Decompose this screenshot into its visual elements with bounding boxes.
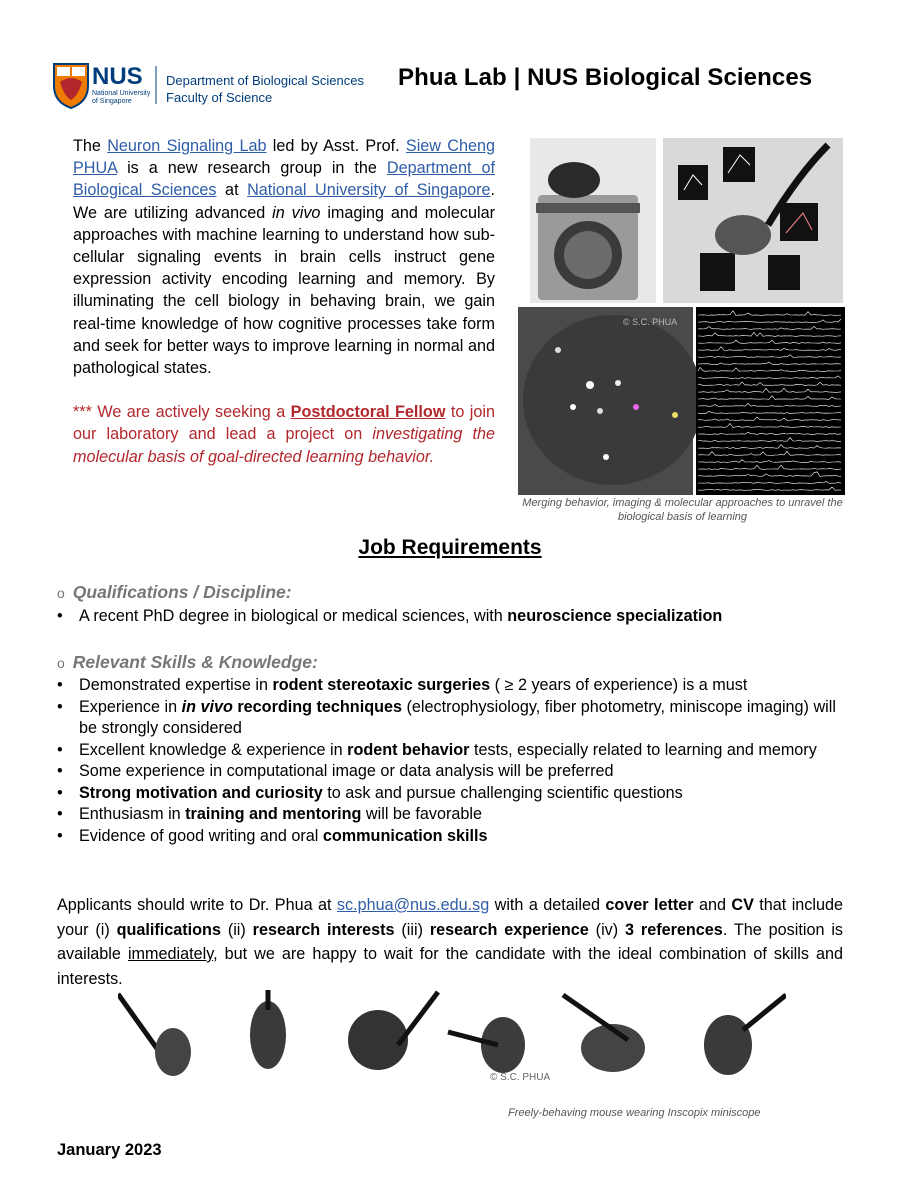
text: *** We are actively seeking a — [73, 403, 291, 422]
university-link[interactable]: National University of Singapore — [247, 181, 491, 200]
heading-text: Job Requirements — [358, 536, 542, 559]
research-image-collage — [518, 135, 845, 495]
text: ( ≥ 2 years of experience) is a must — [490, 676, 748, 694]
list-item — [57, 826, 857, 848]
text: Evidence of good writing and oral — [79, 826, 323, 845]
in-vivo-italic: in vivo — [272, 203, 321, 222]
bold-text: Strong motivation and curiosity — [79, 783, 323, 802]
text: will be favorable — [361, 805, 483, 823]
bold-text: research experience — [429, 920, 589, 939]
text: with a detailed — [489, 896, 606, 914]
text: imaging and molecular approaches with machine learning to understand how sub-cellular signaling events in brain cells instruct gene expression activity encoding learning and memory. By illuminating the cell biology in behaving brain, we gain real-time knowledge of how cognitive processes take form and seek for better ways to improve learning in normal and pathological states. — [73, 203, 495, 378]
text: (iv) — [588, 920, 626, 939]
list-item — [57, 804, 857, 826]
bold-italic-text: in vivo — [181, 697, 233, 716]
text: Applicants should write to Dr. Phua at — [57, 896, 337, 914]
text: is a new research group in the — [117, 159, 387, 178]
bold-text: cover letter — [605, 896, 694, 914]
text: and — [693, 896, 732, 914]
nus-logo — [52, 60, 382, 110]
qualifications-heading — [57, 582, 292, 603]
page-title: Phua Lab | NUS Biological Sciences — [398, 64, 813, 91]
bold-text: qualifications — [116, 920, 221, 939]
bold-text: research interests — [252, 920, 395, 939]
text: Some experience in computational image or data analysis will be preferred — [79, 762, 614, 780]
project-italic: investigating the molecular basis of goal-directed learning behavior. — [73, 425, 495, 466]
bold-text: rodent behavior — [347, 740, 470, 759]
text: Excellent knowledge & experience in — [79, 740, 348, 759]
bold-text: training and mentoring — [185, 805, 362, 823]
text: , but we are happy to wait for the candidate with the ideal combination of skills and interests. — [57, 945, 843, 988]
list-item — [57, 761, 857, 783]
department-link[interactable]: Department of Biological Sciences — [73, 159, 495, 200]
neuron-signaling-lab-link[interactable]: Neuron Signaling Lab — [107, 137, 267, 155]
text: A recent PhD degree in biological or medical sciences, with — [79, 607, 508, 625]
mice-caption: Freely-behaving mouse wearing Inscopix miniscope — [508, 1107, 761, 1119]
list-item — [57, 675, 857, 697]
logo-sub2: of Singapore — [92, 98, 132, 105]
email-link[interactable]: sc.phua@nus.edu.sg — [336, 896, 490, 914]
job-requirements-heading — [0, 536, 900, 560]
qualifications-list — [57, 606, 857, 628]
text: to ask and pursue challenging scientific questions — [322, 783, 683, 802]
circle-bullet-icon: o — [57, 585, 65, 601]
dept-line1: Department of Biological Sciences — [166, 73, 364, 88]
text: . The position is available — [57, 920, 844, 963]
text: at — [216, 181, 248, 200]
bold-text: recording techniques — [232, 697, 402, 716]
mouse-photo-5 — [563, 995, 645, 1072]
circle-bullet-icon: o — [57, 655, 65, 671]
bold-text: neuroscience specialization — [507, 607, 723, 625]
date-footer: January 2023 — [57, 1141, 162, 1159]
mice-copyright: © S.C. PHUA — [490, 1072, 551, 1082]
logo-sub1: National University — [92, 90, 151, 97]
postdoctoral-fellow-link[interactable]: Postdoctoral Fellow — [290, 403, 446, 422]
skills-heading — [57, 652, 318, 673]
bold-text: 3 references — [625, 920, 723, 939]
text: that include your (i) — [57, 896, 843, 939]
mouse-photo-6 — [704, 995, 786, 1075]
mouse-photo-4 — [448, 1017, 525, 1073]
skills-list — [57, 675, 857, 847]
bold-text: CV — [731, 896, 754, 914]
dept-line2: Faculty of Science — [166, 90, 273, 105]
text: to join our laboratory and lead a project on — [73, 403, 495, 444]
text: The — [73, 137, 108, 155]
text: (ii) — [220, 920, 253, 939]
text: Enthusiasm in — [79, 805, 186, 823]
list-item — [57, 783, 857, 805]
calcium-imaging-photo — [518, 307, 703, 495]
text: tests, especially related to learning and memory — [469, 740, 817, 759]
bold-text: communication skills — [322, 826, 488, 845]
seeking-paragraph — [73, 401, 495, 468]
intro-section — [73, 135, 495, 468]
mouse-photo-3 — [348, 992, 438, 1070]
text: led by Asst. Prof. — [266, 137, 406, 155]
list-item — [57, 697, 857, 740]
mouse-photo-1 — [118, 994, 191, 1076]
underlined-text: immediately — [127, 945, 214, 963]
mouse-photo-strip — [118, 990, 786, 1082]
text: Experience in — [79, 697, 182, 716]
logo-nus-text: NUS — [92, 63, 143, 90]
text: (electrophysiology, fiber photometry, miniscope imaging) will be strongly considered — [79, 697, 836, 737]
heading-text: Qualifications / Discipline: — [72, 582, 292, 602]
text: (iii) — [394, 920, 430, 939]
text: . We are utilizing advanced — [73, 181, 495, 222]
pi-link[interactable]: Siew Cheng PHUA — [73, 137, 495, 178]
mouse-rig-photo — [530, 138, 656, 303]
bold-text: rodent stereotaxic surgeries — [272, 676, 491, 694]
pose-tracking-photo — [663, 138, 843, 303]
text: Demonstrated expertise in — [79, 676, 273, 694]
heading-text: Relevant Skills & Knowledge: — [72, 652, 318, 672]
list-item — [57, 606, 857, 628]
collage-caption: Merging behavior, imaging & molecular approaches to unravel the biological basis of learning — [522, 497, 843, 523]
calcium-traces-panel — [696, 307, 845, 495]
application-paragraph — [57, 893, 843, 991]
list-item — [57, 740, 857, 762]
crest-book — [57, 67, 70, 76]
mouse-photo-2 — [250, 990, 286, 1069]
intro-paragraph — [73, 135, 495, 379]
collage-copyright: © S.C. PHUA — [623, 317, 678, 327]
